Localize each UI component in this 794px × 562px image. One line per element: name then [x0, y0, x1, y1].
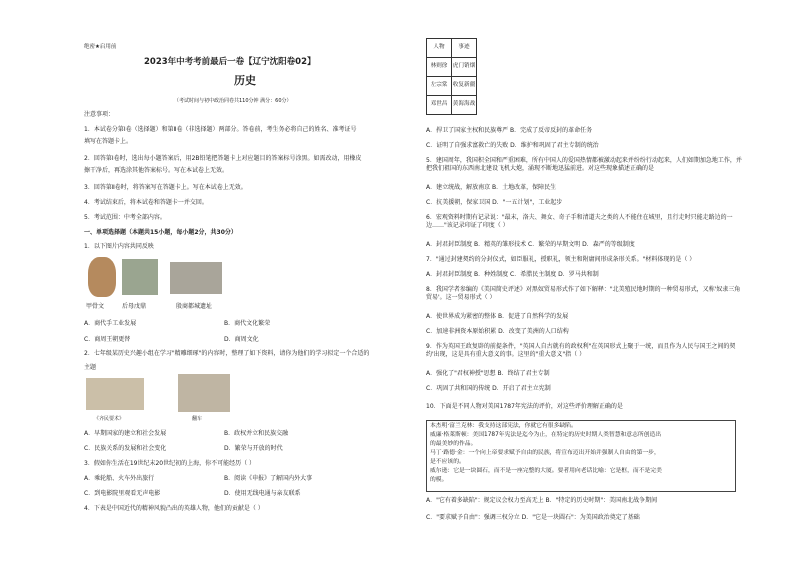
quotes-box [426, 420, 736, 492]
question-stem: 7．"通过封建契约的分封仪式，如臣服礼，授职礼，领主和附庸间形成条形关系。"材料体现的是（ ） [426, 256, 696, 263]
option-row[interactable]: A．强化了"君权神授"思想 B．终结了君主专制 [426, 370, 550, 377]
note-line: 4．考试结束后，将本试卷和答题卡一并交回。 [84, 199, 208, 206]
question-stem: 10．下面是不同人物对美国1787年宪法的评价，对这些评价理解正确的是 [426, 403, 623, 410]
note-line: 2．回答第Ⅰ卷时，选出每小题答案后，用2B铅笔把答题卡上对应题目的答案标号涂黑。如需改动，用橡皮 [84, 155, 362, 162]
option-row[interactable]: A．封君封臣制度 B．种姓制度 C．希腊民主制度 D．罗马共和制 [426, 271, 599, 278]
table-cell: 林则徐 [427, 58, 452, 77]
option[interactable]: D．商周文化 [224, 336, 259, 343]
quote-line: 是不应该的。 [430, 459, 465, 465]
option-row[interactable]: C．加速非洲资本原始积累 D．改变了美洲的人口结构 [426, 328, 569, 335]
yinxu-ruins-image [170, 262, 222, 294]
image-caption: 《齐民要术》 [94, 416, 125, 422]
option[interactable]: B．商代文化繁荣 [224, 320, 271, 327]
book-image [86, 378, 144, 410]
exam-info: （考试时间与初中政治同卷共110分钟 满分：60分） [174, 98, 292, 104]
table-header-cell: 事迹 [452, 39, 477, 58]
option[interactable]: D．使用无线电通与亲友联系 [224, 490, 301, 497]
table-header-cell: 人物 [427, 39, 452, 58]
image-caption: 殷商都城遗址 [176, 303, 213, 310]
subject-title: 历史 [234, 74, 256, 87]
option[interactable]: A．商代手工业发展 [84, 320, 137, 327]
notes-heading: 注意事项： [84, 111, 115, 118]
option-row[interactable]: C．抗美援朝，保家卫国 D．"一五计划"，工业起步 [426, 199, 563, 206]
option[interactable]: D．繁荣与开放的时代 [224, 445, 283, 452]
image-caption: 后母戊鼎 [122, 303, 147, 310]
note-line: 5．考试范围：中考全部内容。 [84, 214, 166, 221]
option[interactable]: C．民族关系的发展和社会变化 [84, 445, 167, 452]
question-stem: 8．我国学者参编的《美国简史评述》对黑奴贸易形式作了如下解释："北美殖民地时期的一种贸易形式，又称'奴隶三角贸易'。这一贸易形式（ ） [426, 286, 741, 302]
option[interactable]: C．商周王朝更替 [84, 336, 131, 343]
option[interactable]: B．阅读《申报》了解国内外大事 [224, 475, 313, 482]
option-row[interactable]: C．"要求赋予自由"：强调三权分立 D．"它是一块圆石"：为美国政治奠定了基础 [426, 514, 640, 521]
note-line: 1．本试卷分第Ⅰ卷（选择题）和第Ⅱ卷（非选择题）两部分。答卷前，考生务必将自己的姓名、准考证号 [84, 126, 357, 133]
image-caption: 翻车 [192, 416, 203, 422]
table-cell: 虎门销烟 [452, 58, 477, 77]
option-row[interactable]: A．封君封臣制度 B．精英的雏形技术 C．繁荣的早期文明 D．森严的等级制度 [426, 241, 635, 248]
question-stem: 2．七年级某历史兴趣小组在学习"精雕细琢"的内容时，整理了如下资料，请你为他们的学习拟定一个合适的 [84, 350, 370, 357]
option[interactable]: C．到电影院里观看无声电影 [84, 490, 161, 497]
hero-table [426, 38, 477, 115]
quote-line: 的模。 [430, 477, 448, 483]
table-cell: 收复新疆 [452, 77, 477, 96]
note-line: 擦干净后，再选涂其他答案标号。写在本试卷上无效。 [84, 167, 229, 174]
note-line: 填写在答题卡上。 [84, 138, 133, 145]
option-row[interactable]: A．建立统战，解放南京 B．土地改革，保障民生 [426, 184, 557, 191]
oracle-bone-image [88, 257, 116, 297]
option-row[interactable]: C．巩固了共和国的传统 D．开启了君主立宪制 [426, 385, 551, 392]
option[interactable]: B．政权并立和民族交融 [224, 430, 289, 437]
option[interactable]: A．乘轮船、火车外出旅行 [84, 475, 155, 482]
water-wheel-image [178, 374, 230, 412]
option-row[interactable]: A．捍卫了国家主权和民族尊严 B．完成了反帝反封的革命任务 [426, 127, 593, 134]
exam-title: 2023年中考考前最后一卷【辽宁沈阳卷02】 [144, 57, 316, 67]
option-row[interactable]: A．"它有着多缺陷"：规定议会权力至高无上 B．"特定的历史时期"：美国南北战争期间 [426, 497, 658, 504]
question-stem: 5．建国周年，我国积全国和严重困难，所有中国人的爱国热情都被激动起来并纷纷行动起来，人们如期加急地工作，并把我们祖国的东西南北建设飞机大炮，涌现不断地迅猛前进。对这些现象描述正确的是 [426, 157, 742, 173]
table-cell: 左宗棠 [427, 77, 452, 96]
option-row[interactable]: C．证明了自强求富救亡的失败 D．维护和巩固了君主专制的统治 [426, 142, 599, 149]
section-heading: 一、单项选择题（本题共15小题，每小题2分，共30分） [84, 229, 237, 236]
question-stem: 3．假如你生活在19世纪末20世纪初的上海，你不可能经历（ ） [84, 460, 255, 467]
quote-line: 威尔逊：它是一块圆石，而不是一座完整的大厦。要者用向老话比喻：它是框，而不是完美 [430, 468, 662, 474]
table-cell: 邓世昌 [427, 96, 452, 115]
image-caption: 甲骨文 [86, 303, 105, 310]
question-stem: 4．下表是中国近代的精神风貌凸出的英雄人物，他们的贡献是（ ） [84, 505, 264, 512]
quote-line: 的最美妙的作品。 [430, 441, 477, 447]
quote-line: 马丁·路德·金：一个向上帝要求赋予自由的民族，将宣布迈出开始并强制人自由的第一步， [430, 450, 660, 456]
option[interactable]: A．早期国家的建立和社会发展 [84, 430, 167, 437]
quote-line: 本杰明·富兰克林：我支持这部宪法，你就它有很多缺陷。 [430, 423, 577, 429]
confidential-label: 绝密★启用前 [84, 44, 117, 50]
option-row[interactable]: A．使世界成为紧密的整体 B．促进了自然科学的发展 [426, 313, 569, 320]
bronze-ding-image [122, 259, 158, 295]
quote-line: 威廉·格莱斯顿：美国1787年宪法是迄今为止，在特定的历史时期人类智慧和意志所创造出 [430, 432, 662, 438]
question-stem: 主题 [84, 364, 97, 371]
table-cell: 黄海海战 [452, 96, 477, 115]
question-stem: 1．以下图片内容共同反映 [84, 243, 154, 250]
question-stem: 9．作为英国王政复辟的前提条件，"英国人自古就有的政权利"在英国形式上聚于一统，而且作为人民与国王之间的契约'出现，这是具有重大意义的事。这里的"重大意义"指（ ） [426, 343, 736, 359]
question-stem: 6．宏观资料时期有记录说："最末，洛夫、舞女、奇子手和清道夫之类的人不能住在城里，且行走时只能走路边的一边……"该记录印证了印度（ ） [426, 214, 733, 230]
note-line: 3．回答第Ⅱ卷时，将答案写在答题卡上。写在本试卷上无效。 [84, 184, 247, 191]
